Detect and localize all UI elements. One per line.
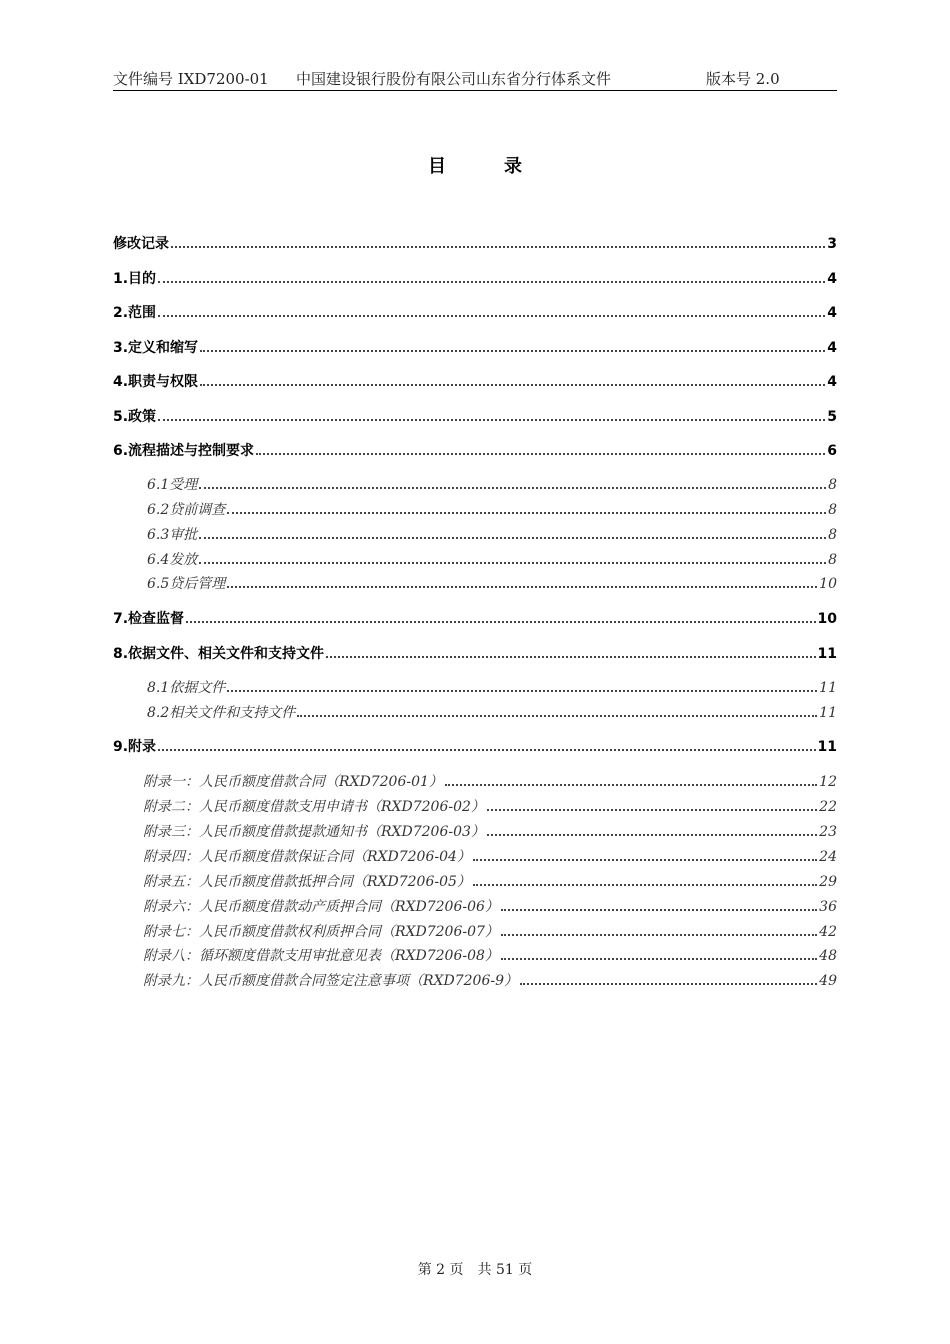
toc-entry[interactable]: 1.目的 4 — [113, 271, 837, 287]
toc-appendix-entry[interactable]: 附录一：人民币额度借款合同（RXD7206-01） 12 — [143, 774, 837, 790]
toc-subentry[interactable]: 6.4发放 8 — [147, 552, 837, 568]
toc-appendix-entry[interactable]: 附录六：人民币额度借款动产质押合同（RXD7206-06） 36 — [143, 899, 837, 915]
page-footer: 第 2 页 共 51 页 — [417, 1262, 533, 1278]
toc-entry[interactable]: 7.检查监督 10 — [113, 611, 837, 627]
toc-entry[interactable]: 2.范围 4 — [113, 305, 837, 321]
toc-entry[interactable]: 8.依据文件、相关文件和支持文件 11 — [113, 646, 837, 662]
page-header — [113, 68, 837, 91]
toc-appendix-entry[interactable]: 附录七：人民币额度借款权利质押合同（RXD7206-07） 42 — [143, 924, 837, 940]
toc-entry[interactable]: 9.附录 11 — [113, 739, 837, 755]
toc-entry[interactable]: 修改记录 3 — [113, 236, 837, 252]
toc-appendix-entry[interactable]: 附录二：人民币额度借款支用申请书（RXD7206-02） 22 — [143, 799, 837, 815]
toc-subentry[interactable]: 8.1依据文件 11 — [147, 680, 837, 696]
toc-appendix-entry[interactable]: 附录四：人民币额度借款保证合同（RXD7206-04） 24 — [143, 849, 837, 865]
toc-appendix-entry[interactable]: 附录八：循环额度借款支用审批意见表（RXD7206-08） 48 — [143, 948, 837, 964]
doc-number: 文件编号 IXD7200-01 — [113, 70, 269, 88]
toc-appendix-entry[interactable]: 附录三：人民币额度借款提款通知书（RXD7206-03） 23 — [143, 824, 837, 840]
toc-entry[interactable]: 3.定义和缩写 4 — [113, 340, 837, 356]
toc-subentry[interactable]: 6.1受理 8 — [147, 477, 837, 493]
toc-subentry[interactable]: 6.2贷前调查 8 — [147, 502, 837, 518]
toc-title: 目 录 — [428, 156, 522, 177]
toc-subentry[interactable]: 6.3审批 8 — [147, 527, 837, 543]
version-number: 版本号 2.0 — [706, 70, 780, 88]
organization-title: 中国建设银行股份有限公司山东省分行体系文件 — [296, 70, 612, 88]
toc-subentry[interactable]: 6.5贷后管理 10 — [147, 576, 837, 592]
toc-entry[interactable]: 5.政策 5 — [113, 409, 837, 425]
toc-entry[interactable]: 6.流程描述与控制要求 6 — [113, 443, 837, 459]
toc-appendix-entry[interactable]: 附录九：人民币额度借款合同签定注意事项（RXD7206-9） 49 — [143, 973, 837, 989]
toc-appendix-entry[interactable]: 附录五：人民币额度借款抵押合同（RXD7206-05） 29 — [143, 874, 837, 890]
toc-entry[interactable]: 4.职责与权限 4 — [113, 374, 837, 390]
toc-subentry[interactable]: 8.2相关文件和支持文件 11 — [147, 705, 837, 721]
